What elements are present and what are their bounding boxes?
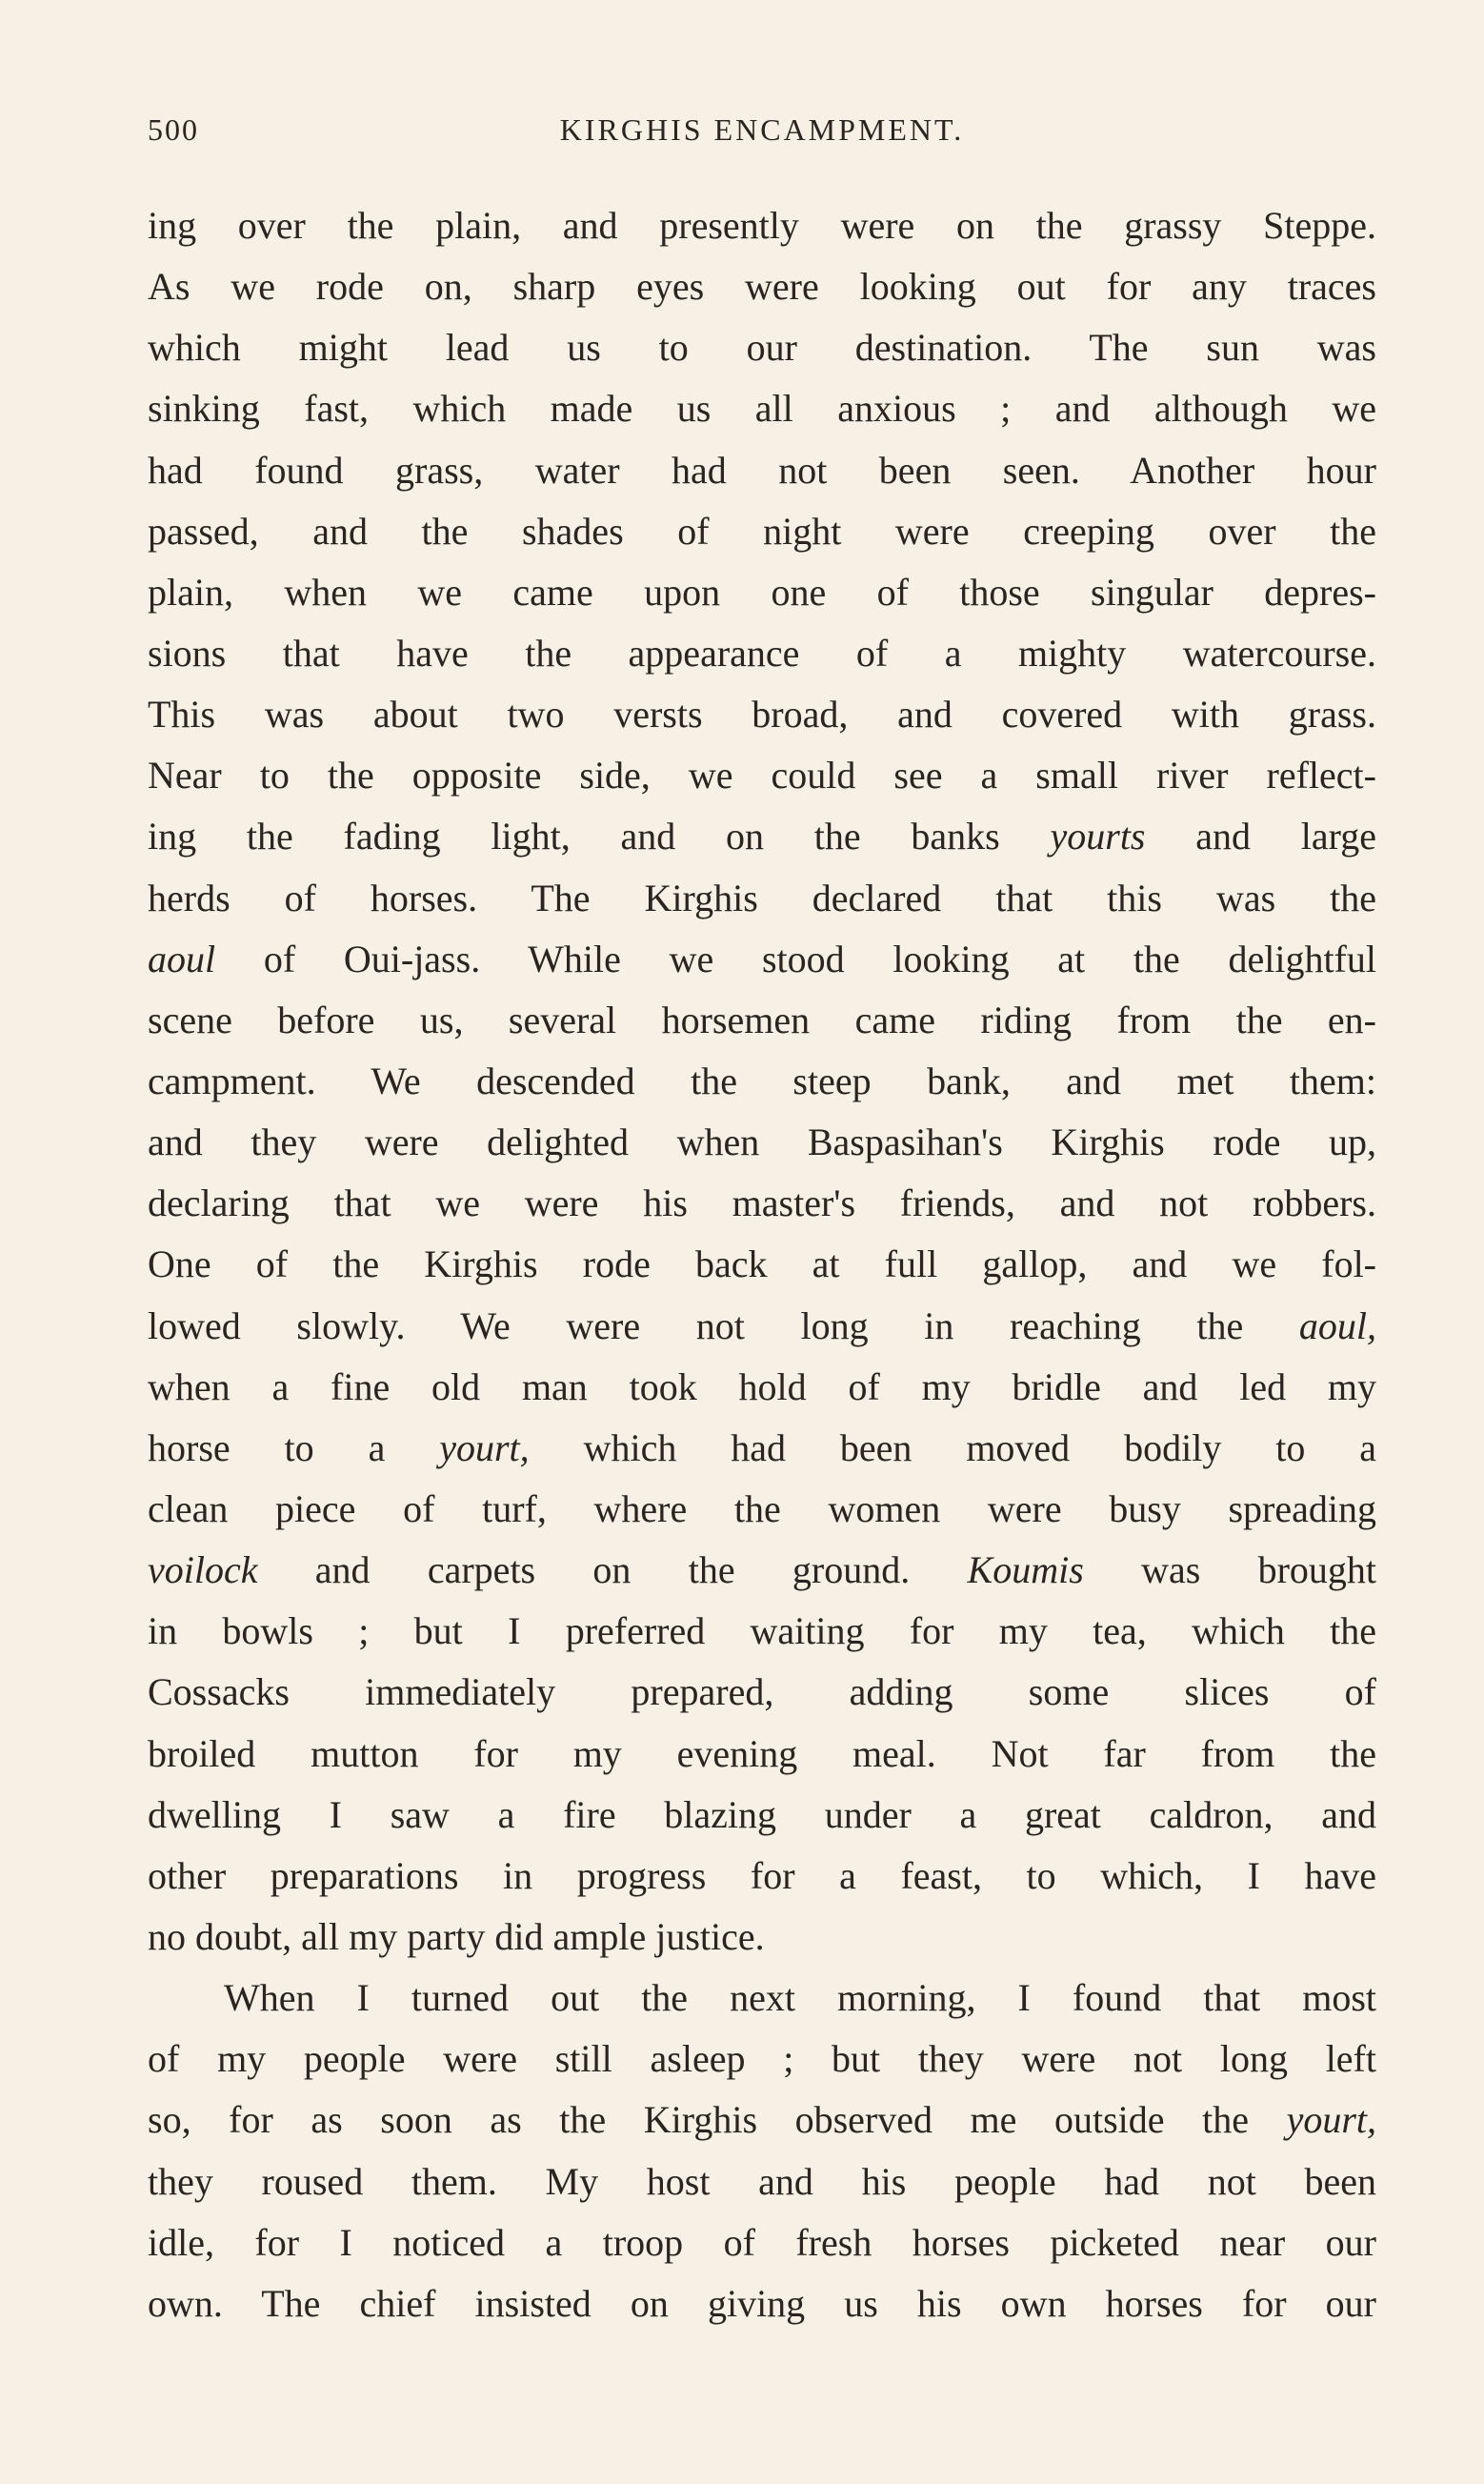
- text-line: declaring that we were his master's friends, and not robbers.: [148, 1181, 1376, 1225]
- text-line: they roused them. My host and his people had not been: [148, 2159, 1376, 2203]
- text-line: aoul of Oui-jass. While we stood looking at the delightful: [148, 937, 1376, 980]
- text-line: campment. We descended the steep bank, and met them:: [148, 1059, 1376, 1102]
- page-number: 500: [148, 112, 199, 147]
- text-line: As we rode on, sharp eyes were looking out for any traces: [148, 265, 1376, 309]
- text-line: herds of horses. The Kirghis declared that this was the: [148, 876, 1376, 919]
- text-line: in bowls ; but I preferred waiting for my tea, which the: [148, 1609, 1376, 1653]
- text-line: sions that have the appearance of a mighty watercourse.: [148, 631, 1376, 675]
- text-line: own. The chief insisted on giving us his own horses for our: [148, 2281, 1376, 2325]
- text-line: sinking fast, which made us all anxious ; and although we: [148, 387, 1376, 431]
- running-head: [148, 112, 1376, 160]
- text-line: lowed slowly. We were not long in reaching the aoul,: [148, 1303, 1376, 1347]
- text-line: plain, when we came upon one of those singular depres-: [148, 570, 1376, 614]
- text-line: which might lead us to our destination. The sun was: [148, 326, 1376, 370]
- text-line: other preparations in progress for a feast, to which, I have: [148, 1853, 1376, 1897]
- text-line: voilock and carpets on the ground. Koumis was brought: [148, 1548, 1377, 1592]
- text-line: broiled mutton for my evening meal. Not far from the: [148, 1731, 1376, 1775]
- text-line: scene before us, several horsemen came riding from the en-: [148, 998, 1376, 1041]
- running-title: KIRGHIS ENCAMPMENT.: [559, 112, 965, 147]
- text-line: clean piece of turf, where the women were busy spreading: [148, 1486, 1376, 1530]
- body-text: [148, 195, 1376, 2334]
- text-line: Near to the opposite side, we could see a small river reflect-: [148, 754, 1376, 798]
- text-line: when a fine old man took hold of my bridle and led my: [148, 1364, 1376, 1408]
- text-line: Cossacks immediately prepared, adding some slices of: [148, 1670, 1376, 1714]
- text-line: had found grass, water had not been seen. Another hour: [148, 448, 1376, 492]
- text-line: so, for as soon as the Kirghis observed me outside the yourt,: [148, 2098, 1376, 2142]
- text-line: This was about two versts broad, and covered with grass.: [148, 693, 1376, 737]
- text-line: idle, for I noticed a troop of fresh horses picketed near our: [148, 2220, 1376, 2264]
- text-line: One of the Kirghis rode back at full gallop, and we fol-: [148, 1242, 1376, 1286]
- text-line: of my people were still asleep ; but they were not long left: [148, 2037, 1376, 2081]
- text-line: ing over the plain, and presently were on the grassy Steppe.: [148, 204, 1376, 247]
- text-line: dwelling I saw a fire blazing under a great caldron, and: [148, 1792, 1376, 1836]
- text-line: passed, and the shades of night were creeping over the: [148, 509, 1376, 553]
- paragraph-last-line: no doubt, all my party did ample justice.: [148, 1914, 765, 1958]
- text-line: horse to a yourt, which had been moved bodily to a: [148, 1425, 1376, 1469]
- text-line: and they were delighted when Baspasihan's Kirghis rode up,: [148, 1121, 1376, 1164]
- text-line: ing the fading light, and on the banks yourts and large: [148, 815, 1376, 858]
- paragraph-first-line: When I turned out the next morning, I found that most: [224, 1976, 1376, 2020]
